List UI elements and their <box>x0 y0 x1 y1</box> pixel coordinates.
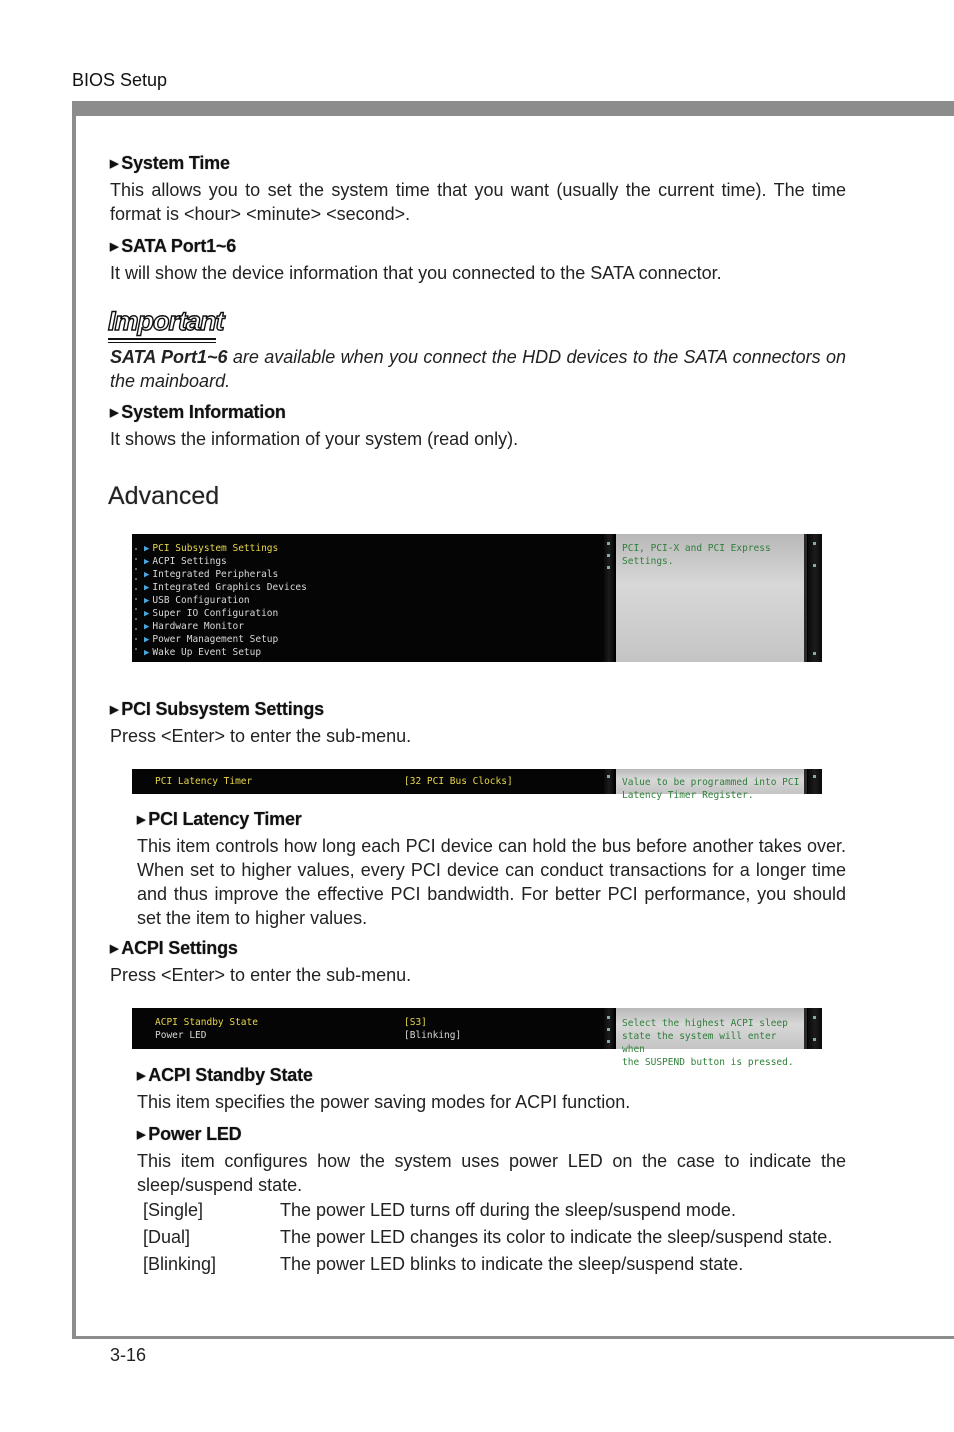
system-time-heading-text: System Time <box>121 153 230 173</box>
power-led-value[interactable]: [Blinking] <box>404 1030 462 1041</box>
menu-item-label: Super IO Configuration <box>152 608 279 619</box>
acpi-standby-text: This item specifies the power saving modes for ACPI function. <box>137 1092 631 1112</box>
option-row-blinking <box>136 1249 846 1276</box>
sata-port-heading-text: SATA Port1~6 <box>121 236 237 256</box>
pci-latency-value[interactable]: [32 PCI Bus Clocks] <box>404 776 513 787</box>
arrow-right-icon: ▶ <box>144 596 150 606</box>
option-key: [Blinking] <box>143 1254 217 1274</box>
sata-port-text: It will show the device information that you connected to the SATA connector. <box>110 263 722 283</box>
menu-item-wake-up-event[interactable] <box>144 647 261 658</box>
arrow-right-icon: ▶ <box>144 557 150 567</box>
menu-item-label: Hardware Monitor <box>152 621 244 632</box>
system-time-text: This allows you to set the system time that you want (usually the current time). The time format is <hour> <minute> <second>. <box>110 180 846 224</box>
important-underline-thin <box>108 342 216 343</box>
arrow-right-icon: ▶ <box>144 544 150 554</box>
arrow-right-icon: ▶ <box>144 648 150 658</box>
important-underline <box>108 338 216 340</box>
bullet-triangle-icon: ▶ <box>110 407 119 419</box>
menu-item-hardware-monitor[interactable] <box>144 621 244 632</box>
arrow-right-icon: ▶ <box>144 622 150 632</box>
option-desc: The power LED changes its color to indicate the sleep/suspend state. <box>280 1227 833 1247</box>
scroll-indicator <box>134 548 139 658</box>
important-note-rest: are available when you connect the HDD devices to the SATA connectors on the mainboard. <box>110 347 846 391</box>
help-scrollbar[interactable] <box>808 769 822 794</box>
arrow-right-icon: ▶ <box>144 570 150 580</box>
pci-subsystem-heading <box>110 699 324 720</box>
power-led-options-table <box>136 1198 846 1276</box>
menu-item-integrated-peripherals[interactable] <box>144 569 278 580</box>
acpi-settings-heading <box>110 938 238 959</box>
footer-rule <box>72 1336 954 1339</box>
sata-port-heading <box>110 236 236 257</box>
menu-item-label: PCI Subsystem Settings <box>152 543 279 554</box>
pci-latency-text: This item controls how long each PCI device can hold the bus before another takes over. When set to higher values, every PCI device can conduct transactions for a longer time and thus improve the effective PCI bandwidth. For better PCI performance, you should set the item to higher values. <box>137 836 846 928</box>
menu-item-power-management[interactable] <box>144 634 278 645</box>
menu-item-label: USB Configuration <box>152 595 250 606</box>
menu-panel <box>132 534 604 662</box>
power-led-heading <box>137 1124 241 1145</box>
bullet-triangle-icon: ▶ <box>110 943 119 955</box>
menu-item-label: ACPI Settings <box>152 556 227 567</box>
right-edge <box>804 534 807 662</box>
menu-item-label: Integrated Graphics Devices <box>152 582 307 593</box>
option-desc: The power LED blinks to indicate the sleep/suspend state. <box>280 1254 744 1274</box>
help-text: PCI, PCI-X and PCI Express Settings. <box>622 543 771 567</box>
menu-item-label: Wake Up Event Setup <box>152 647 262 658</box>
option-key: [Single] <box>143 1200 204 1220</box>
advanced-menu-screenshot <box>132 534 822 662</box>
menu-item-label: Power Management Setup <box>152 634 279 645</box>
arrow-right-icon: ▶ <box>144 609 150 619</box>
power-led-heading-text: Power LED <box>148 1124 242 1144</box>
power-led-label[interactable]: Power LED <box>155 1030 207 1041</box>
arrow-right-icon: ▶ <box>144 635 150 645</box>
settings-panel <box>132 1008 604 1049</box>
bullet-triangle-icon: ▶ <box>137 1129 146 1141</box>
system-information-heading <box>110 402 286 423</box>
option-row-dual <box>136 1222 846 1249</box>
important-title: Important <box>108 306 224 336</box>
arrow-right-icon: ▶ <box>144 583 150 593</box>
system-information-heading-text: System Information <box>121 402 286 422</box>
bullet-triangle-icon: ▶ <box>110 158 119 170</box>
help-scrollbar[interactable] <box>808 1008 822 1049</box>
pci-subsystem-screenshot <box>132 769 822 801</box>
panel-separator <box>604 534 614 662</box>
acpi-settings-heading-text: ACPI Settings <box>121 938 238 958</box>
pci-latency-label[interactable]: PCI Latency Timer <box>155 776 253 787</box>
bullet-triangle-icon: ▶ <box>137 1070 146 1082</box>
help-panel <box>616 1008 804 1068</box>
bullet-triangle-icon: ▶ <box>110 704 119 716</box>
pci-subsystem-text: Press <Enter> to enter the sub-menu. <box>110 726 412 746</box>
option-key: [Dual] <box>143 1227 191 1247</box>
menu-item-label: Integrated Peripherals <box>152 569 279 580</box>
menu-item-super-io[interactable] <box>144 608 278 619</box>
help-scrollbar[interactable] <box>808 534 822 662</box>
page-number: 3-16 <box>110 1345 147 1365</box>
panel-separator <box>604 769 614 794</box>
running-header: BIOS Setup <box>72 70 168 90</box>
help-panel <box>616 769 804 801</box>
settings-panel <box>132 769 604 794</box>
right-edge <box>804 1008 807 1049</box>
pci-latency-heading-text: PCI Latency Timer <box>148 809 302 829</box>
menu-item-acpi[interactable] <box>144 556 227 567</box>
system-time-heading <box>110 153 230 174</box>
menu-item-usb[interactable] <box>144 595 250 606</box>
option-row-single <box>136 1198 846 1222</box>
acpi-settings-text: Press <Enter> to enter the sub-menu. <box>110 965 412 985</box>
option-desc: The power LED turns off during the sleep/suspend mode. <box>280 1200 736 1220</box>
help-text: Value to be programmed into PCI Latency Timer Register. <box>622 777 800 801</box>
bullet-triangle-icon: ▶ <box>110 241 119 253</box>
acpi-standby-value[interactable]: [S3] <box>404 1017 427 1028</box>
system-information-text: It shows the information of your system (read only). <box>110 429 519 449</box>
important-note <box>110 345 846 393</box>
help-panel <box>616 534 804 662</box>
important-note-bold: SATA Port1~6 <box>110 347 228 367</box>
acpi-standby-label[interactable]: ACPI Standby State <box>155 1017 258 1028</box>
pci-subsystem-heading-text: PCI Subsystem Settings <box>121 699 324 719</box>
header-rule <box>72 101 954 116</box>
acpi-standby-heading-text: ACPI Standby State <box>148 1065 313 1085</box>
acpi-settings-screenshot <box>132 1008 822 1068</box>
bullet-triangle-icon: ▶ <box>137 814 146 826</box>
menu-item-pci-subsystem[interactable] <box>144 543 278 554</box>
advanced-title: Advanced <box>108 482 220 510</box>
menu-item-integrated-graphics[interactable] <box>144 582 307 593</box>
acpi-standby-heading <box>137 1065 313 1086</box>
help-text: Select the highest ACPI sleep state the system will enter when the SUSPEND button is pressed. <box>622 1018 794 1068</box>
panel-separator <box>604 1008 614 1049</box>
right-edge <box>804 769 807 794</box>
power-led-text: This item configures how the system uses power LED on the case to indicate the sleep/suspend state. <box>137 1151 846 1195</box>
left-margin-rule <box>72 101 76 1339</box>
pci-latency-heading <box>137 809 302 830</box>
